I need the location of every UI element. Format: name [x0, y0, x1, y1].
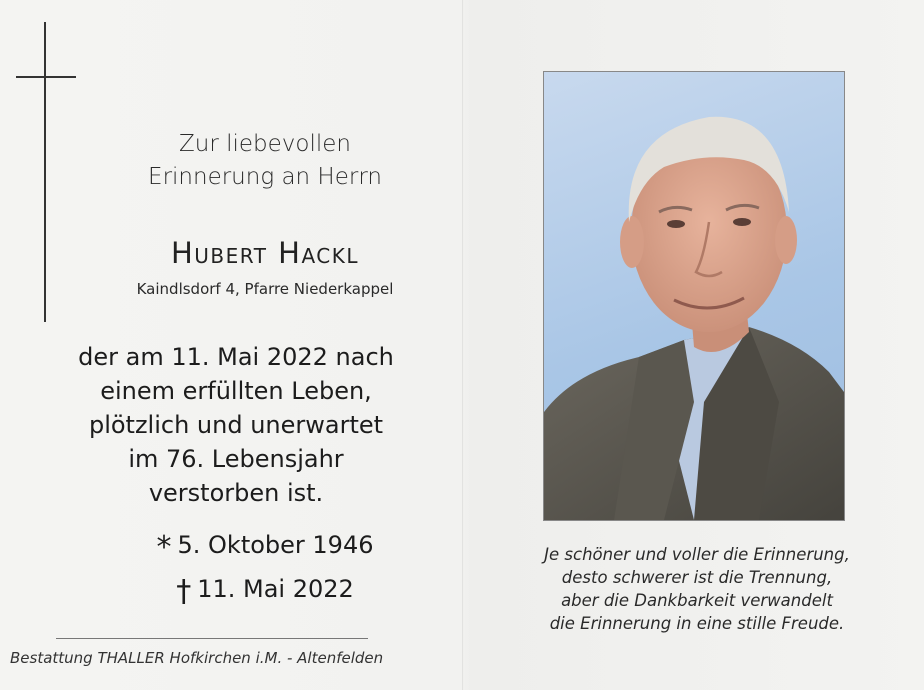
obituary-line: einem erfüllten Leben,: [100, 377, 372, 405]
quote-line: desto schwerer ist die Trennung,: [561, 568, 833, 587]
deceased-address: Kaindlsdorf 4, Pfarre Niederkappel: [136, 280, 394, 298]
obituary-line: verstorben ist.: [148, 479, 324, 507]
death-line: [60, 574, 470, 609]
memorial-quote: [470, 543, 924, 635]
portrait-photo: [544, 72, 844, 520]
intro-line: Erinnerung an Herrn: [148, 164, 382, 190]
obituary-line: der am 11. Mai 2022 nach: [78, 343, 394, 371]
death-date: 11. Mai 2022: [197, 575, 354, 603]
obituary-line: im 76. Lebensjahr: [128, 445, 344, 473]
intro-text: [60, 128, 470, 194]
birth-line: [60, 530, 470, 565]
quote-line: aber die Dankbarkeit verwandelt: [561, 591, 833, 610]
divider: [56, 638, 368, 639]
intro-line: Zur liebevollen: [179, 131, 351, 157]
quote-line: die Erinnerung in eine stille Freude.: [549, 614, 845, 633]
undertaker-credit: Bestattung THALLER Hofkirchen i.M. - Altenfelden: [10, 649, 384, 667]
birth-date: 5. Oktober 1946: [177, 531, 374, 559]
quote-line: Je schöner und voller die Erinnerung,: [544, 545, 850, 564]
birth-symbol: *: [156, 530, 172, 565]
deceased-name: Hubert Hackl: [170, 236, 360, 270]
obituary-text: [26, 340, 446, 510]
obituary-line: plötzlich und unerwartet: [88, 411, 384, 439]
death-symbol: †: [176, 574, 192, 609]
